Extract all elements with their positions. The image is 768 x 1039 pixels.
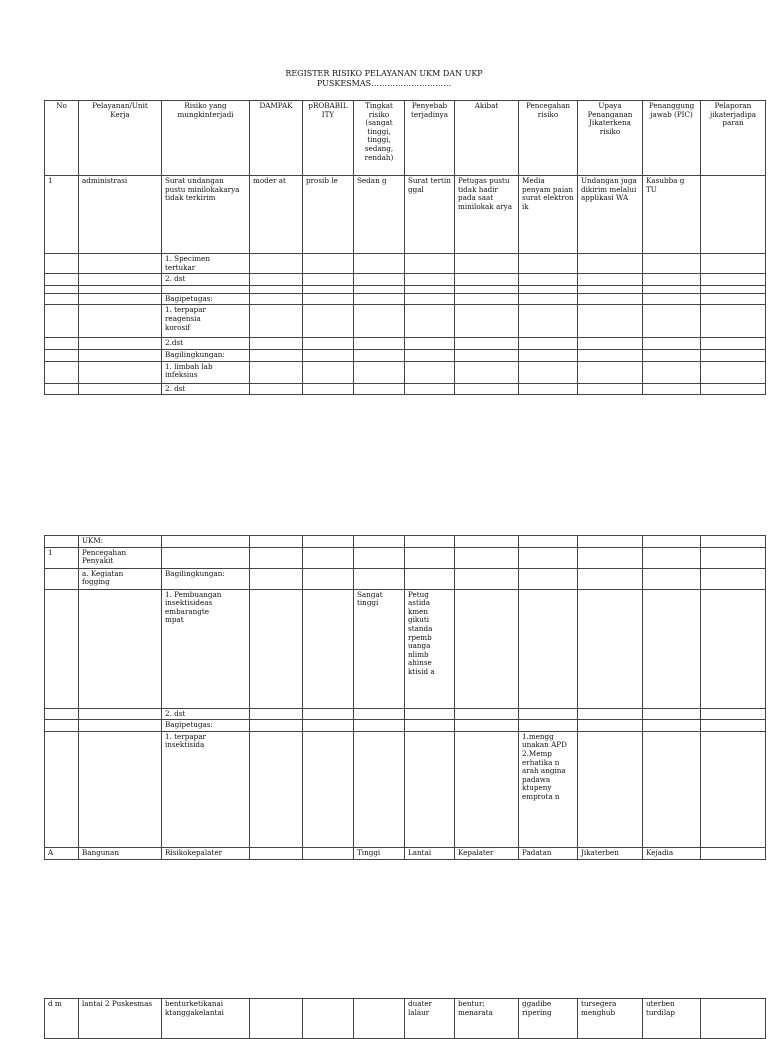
cell-risiko: Bagilingkungan: (162, 349, 250, 361)
header-tingkat: Tingkat risiko (sangat tinggi, tinggi, sedang, rendah) (354, 101, 405, 176)
cell-risiko: Bagipetugas: (162, 293, 250, 305)
cell-unit: lantai 2 Puskesmas (79, 999, 162, 1039)
cell-penyebab: Surat tertin ggal (405, 176, 455, 254)
cell-pencegahan: ggadibe ripering (519, 999, 578, 1039)
cell-unit: a. Kegiatan fogging (79, 568, 162, 589)
cell-risiko: 1. Pembuangan insektisideas embarangte mpat (162, 589, 250, 708)
page-title-line-1: REGISTER RISIKO PELAYANAN UKM DAN UKP (285, 69, 483, 78)
header-probability: pROBABIL ITY (303, 101, 354, 176)
cell-risiko: Surat undangan pustu minilokakarya tidak terkirim (162, 176, 250, 254)
table-row (45, 847, 766, 859)
cell-tingkat: Tinggi (354, 847, 405, 859)
table-row (45, 383, 766, 395)
table-row (45, 720, 766, 732)
cell-risiko: benturketikanai ktanggakelantai (162, 999, 250, 1039)
table-row (45, 589, 766, 708)
cell-risiko: 2. dst (162, 274, 250, 286)
cell-risiko: 1. limbah lab infeksius (162, 361, 250, 383)
cell-unit: Bangunan (79, 847, 162, 859)
table-row (45, 176, 766, 254)
table-row (45, 547, 766, 568)
cell-pelaporan (701, 176, 766, 254)
cell-risiko: 2. dst (162, 383, 250, 395)
cell-dampak: moder at (250, 176, 303, 254)
table-row (45, 349, 766, 361)
table-row (45, 338, 766, 350)
cell-upaya: tursegera menghub (578, 999, 643, 1039)
cell-tingkat: Sedan g (354, 176, 405, 254)
header-unit: Pelayanan/Unit Kerja (79, 101, 162, 176)
risk-register-table-main (44, 100, 766, 395)
table-row (45, 731, 766, 847)
cell-no: A (45, 847, 79, 859)
cell-unit: UKM: (79, 536, 162, 548)
table-row (45, 285, 766, 293)
table-row (45, 254, 766, 274)
header-pelaporan: Pelaporan jikaterjadipa paran (701, 101, 766, 176)
cell-pencegahan: Padatan (519, 847, 578, 859)
cell-risiko: 1. terpapar reagensia korosif (162, 305, 250, 338)
header-no: No (45, 101, 79, 176)
table-row (45, 274, 766, 286)
cell-pic: uterben turdilap (643, 999, 701, 1039)
table-row (45, 568, 766, 589)
risk-register-table-continued (44, 998, 766, 1039)
cell-risiko: 1. Specimen tertukar (162, 254, 250, 274)
header-dampak: DAMPAK (250, 101, 303, 176)
header-pic: Penanggung jawab (PIC) (643, 101, 701, 176)
cell-penyebab: Petug astida kmen gikuti standa rpemb uanga nlimb ahinse ktisid a (405, 589, 455, 708)
cell-pencegahan: Media penyam paian surat elektron ik (519, 176, 578, 254)
header-risiko: Risiko yang mungkinterjadi (162, 101, 250, 176)
cell-no: 1 (45, 176, 79, 254)
cell-probability: prosib le (303, 176, 354, 254)
cell-pencegahan: 1.mengg unakan APD 2.Memp erhatika n arah angina padawa ktupeny emprota n (519, 731, 578, 847)
header-pencegahan: Pencegahan risiko (519, 101, 578, 176)
header-upaya: Upaya Penanganan Jikaterkena risiko (578, 101, 643, 176)
table-row (45, 999, 766, 1039)
cell-unit: Pencegahan Penyakit (79, 547, 162, 568)
table-row (45, 293, 766, 305)
table-row (45, 361, 766, 383)
cell-akibat: Kepalater (455, 847, 519, 859)
header-penyebab: Penyebab terjadinya (405, 101, 455, 176)
table-row (45, 305, 766, 338)
cell-tingkat: Sangat tinggi (354, 589, 405, 708)
cell-upaya: Undangan juga dikirim melalui applikasi WA (578, 176, 643, 254)
table-row (45, 536, 766, 548)
table-header-row (45, 101, 766, 176)
cell-risiko: Bagilingkungan: (162, 568, 250, 589)
cell-penyebab: Lantai (405, 847, 455, 859)
cell-risiko: 2. dst (162, 708, 250, 720)
cell-risiko: Risikokepalater (162, 847, 250, 859)
table-row (45, 708, 766, 720)
cell-upaya: Jikaterben (578, 847, 643, 859)
cell-unit: administrasi (79, 176, 162, 254)
risk-register-table-ukm (44, 535, 766, 860)
cell-penyebab: duater lalaur (405, 999, 455, 1039)
cell-akibat: bentur; menarata (455, 999, 519, 1039)
cell-risiko: 2.dst (162, 338, 250, 350)
cell-pic: Kejadia (643, 847, 701, 859)
cell-risiko: 1. terpapar insektisida (162, 731, 250, 847)
header-akibat: Akibat (455, 101, 519, 176)
cell-no: d m (45, 999, 79, 1039)
cell-no: 1 (45, 547, 79, 568)
page-title-line-2: PUSKESMAS………………………… (316, 79, 452, 88)
cell-akibat: Petugas pustu tidak hadir pada saat minilokak arya (455, 176, 519, 254)
cell-pic: Kasubba g TU (643, 176, 701, 254)
cell-risiko: Bagipetugas: (162, 720, 250, 732)
